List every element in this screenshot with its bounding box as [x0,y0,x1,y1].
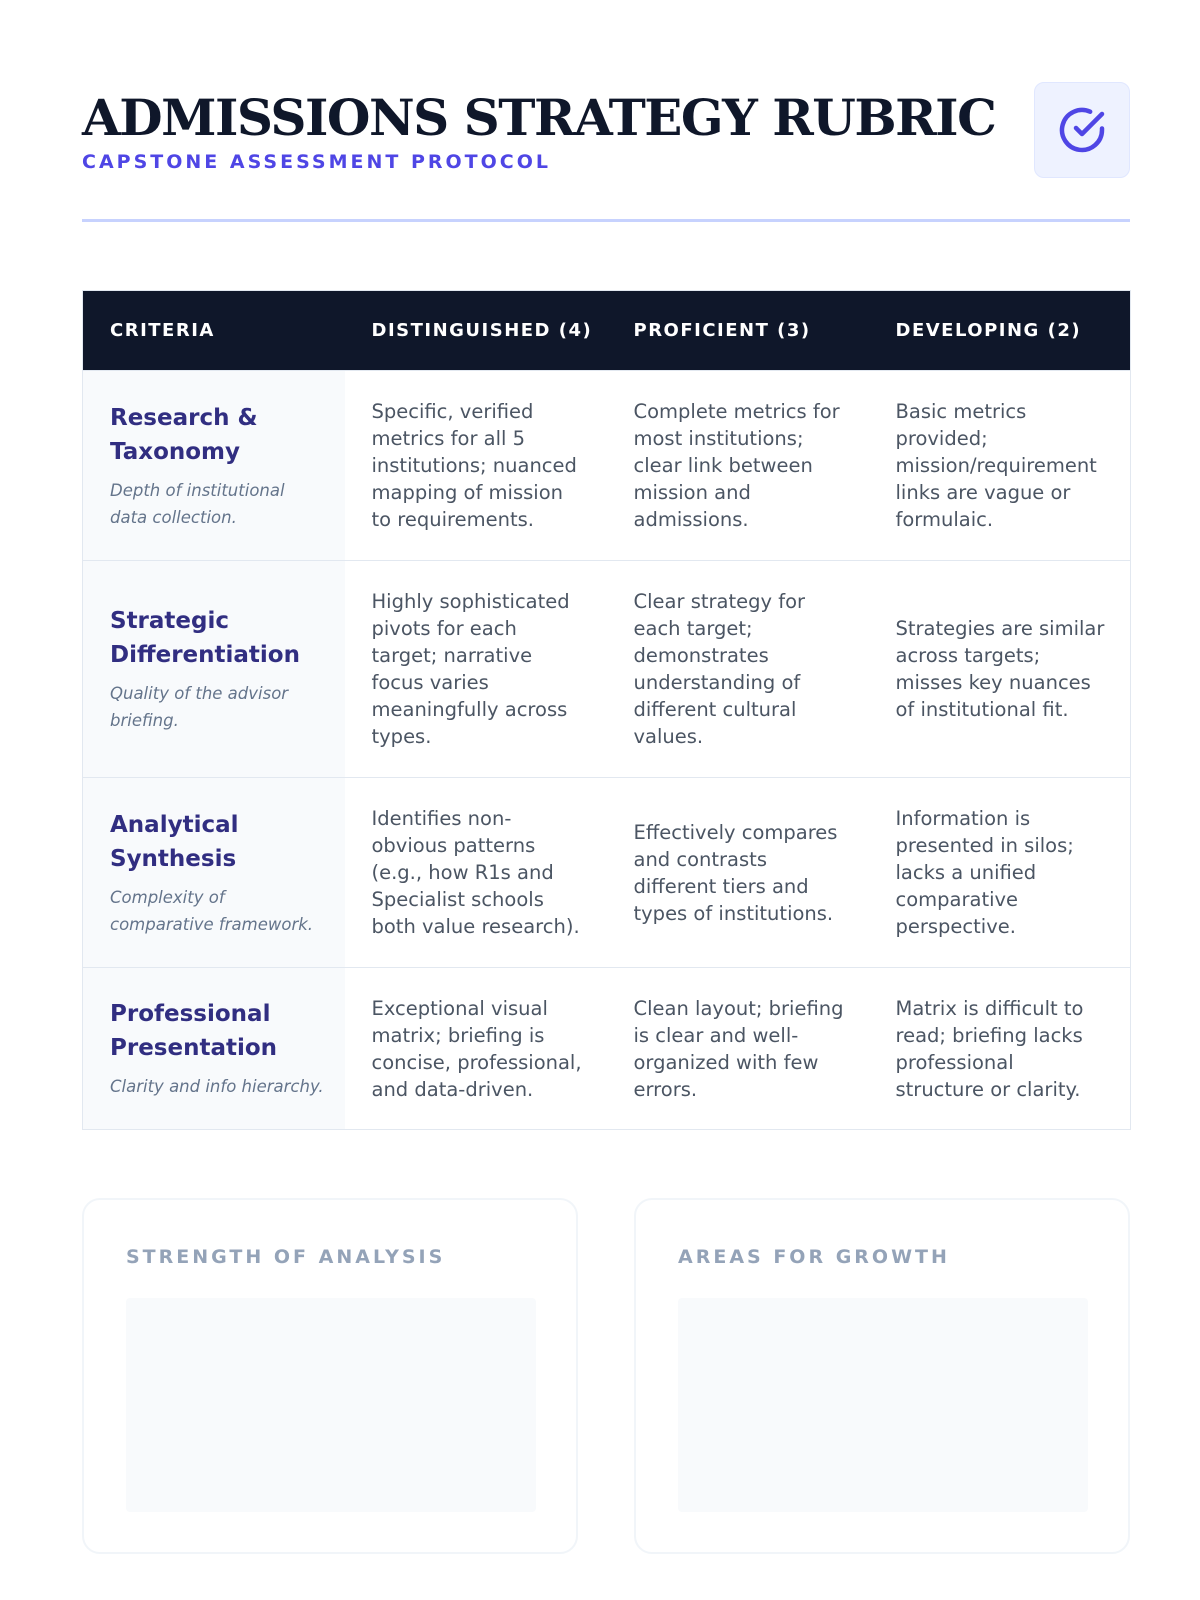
criteria-name: Professional Presentation [110,1001,278,1061]
rubric-page [82,0,1130,1268]
table-row [83,561,1131,778]
check-circle-icon [1055,103,1109,157]
proficient-cell: Complete metrics for most institutions; clear link between mission and admissions. [607,371,869,561]
page-title: ADMISSIONS STRATEGY RUBRIC [82,88,996,147]
criteria-name: Analytical Synthesis [110,811,239,872]
developing-cell: Strategies are similar across targets; misses key nuances of institutional fit. [869,561,1131,778]
distinguished-cell: Exceptional visual matrix; briefing is concise, professional, and data-driven. [345,968,607,1130]
strength-notes-area[interactable] [126,1298,536,1512]
strength-label: STRENGTH OF ANALYSIS [126,1246,446,1268]
developing-cell: Basic metrics provided; mission/requirement links are vague or formulaic. [869,371,1131,561]
developing-cell: Matrix is difficult to read; briefing lacks professional structure or clarity. [869,968,1131,1130]
criteria-cell [83,968,345,1130]
growth-notes-area[interactable] [678,1298,1088,1512]
criteria-cell [83,778,345,968]
proficient-cell: Clean layout; briefing is clear and well-organized with few errors. [607,968,869,1130]
page-header [82,0,1130,222]
distinguished-cell: Specific, verified metrics for all 5 institutions; nuanced mapping of mission to requirements. [345,371,607,561]
table-header-row [83,291,1131,371]
page-subtitle: CAPSTONE ASSESSMENT PROTOCOL [82,151,551,173]
distinguished-cell: Highly sophisticated pivots for each target; narrative focus varies meaningfully across types. [345,561,607,778]
column-header-criteria: CRITERIA [83,291,345,371]
proficient-cell: Effectively compares and contrasts different tiers and types of institutions. [607,778,869,968]
criteria-description: Quality of the advisor briefing. [110,684,289,730]
growth-card [634,1198,1130,1554]
rubric-table [82,290,1131,1130]
criteria-cell [83,371,345,561]
criteria-cell [83,561,345,778]
table-row [83,968,1131,1130]
distinguished-cell: Identifies non-obvious patterns (e.g., how R1s and Specialist schools both value research). [345,778,607,968]
column-header-proficient: PROFICIENT (3) [607,291,869,371]
strength-card [82,1198,578,1554]
check-badge [1034,82,1130,178]
criteria-description: Depth of institutional data collection. [110,480,285,527]
column-header-developing: DEVELOPING (2) [869,291,1131,371]
developing-cell: Information is presented in silos; lacks a unified comparative perspective. [869,778,1131,968]
feedback-section [82,1198,1130,1554]
table-row [83,778,1131,968]
column-header-distinguished: DISTINGUISHED (4) [345,291,607,371]
criteria-name: Research & Taxonomy [110,404,258,465]
criteria-description: Complexity of comparative framework. [110,887,314,934]
table-row [83,371,1131,561]
proficient-cell: Clear strategy for each target; demonstrates understanding of different cultural values. [607,561,869,778]
criteria-description: Clarity and info hierarchy. [110,1077,324,1096]
criteria-name: Strategic Differentiation [110,608,300,668]
growth-label: AREAS FOR GROWTH [678,1246,950,1268]
